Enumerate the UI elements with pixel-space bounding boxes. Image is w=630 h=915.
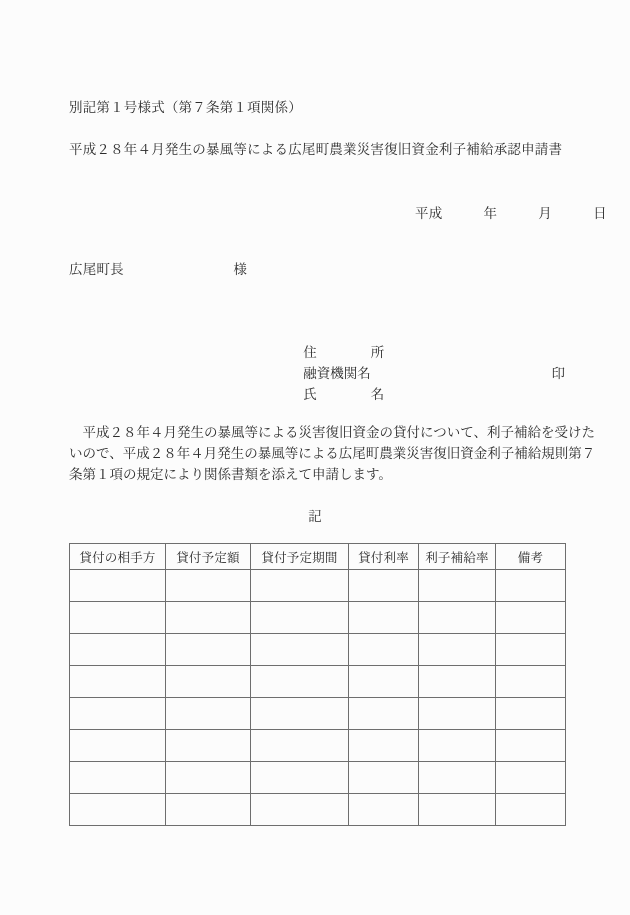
table-cell[interactable] — [496, 634, 566, 666]
table-header-cell: 貸付利率 — [349, 544, 419, 570]
applicant-name-label: 氏 名 — [303, 387, 385, 402]
table-cell[interactable] — [251, 698, 349, 730]
table-row — [70, 602, 566, 634]
table-cell[interactable] — [496, 666, 566, 698]
table-cell[interactable] — [166, 698, 251, 730]
table-cell[interactable] — [349, 602, 419, 634]
table-cell[interactable] — [496, 794, 566, 826]
loan-details-table — [69, 543, 566, 826]
table-cell[interactable] — [166, 794, 251, 826]
table-cell[interactable] — [349, 634, 419, 666]
table-cell[interactable] — [419, 666, 496, 698]
table-cell[interactable] — [419, 762, 496, 794]
table-cell[interactable] — [251, 634, 349, 666]
applicant-address-label: 住 所 — [303, 345, 385, 360]
table-row — [70, 698, 566, 730]
ki-heading: 記 — [308, 509, 322, 524]
table-cell[interactable] — [349, 698, 419, 730]
table-cell[interactable] — [166, 762, 251, 794]
table-cell[interactable] — [349, 794, 419, 826]
table-row — [70, 730, 566, 762]
table-cell[interactable] — [496, 570, 566, 602]
table-cell[interactable] — [251, 602, 349, 634]
table-cell[interactable] — [349, 666, 419, 698]
date-line: 平成 年 月 日 — [415, 206, 607, 221]
table-cell[interactable] — [251, 570, 349, 602]
table-row — [70, 666, 566, 698]
table-cell[interactable] — [496, 762, 566, 794]
table-cell[interactable] — [419, 794, 496, 826]
table-cell[interactable] — [70, 602, 166, 634]
table-cell[interactable] — [70, 666, 166, 698]
table-cell[interactable] — [496, 602, 566, 634]
document-title: 平成２８年４月発生の暴風等による広尾町農業災害復旧資金利子補給承認申請書 — [69, 142, 563, 157]
addressee-line: 広尾町長 様 — [69, 262, 248, 277]
table-cell[interactable] — [419, 634, 496, 666]
table-cell[interactable] — [251, 794, 349, 826]
applicant-institution-row — [283, 342, 565, 381]
table-row — [70, 762, 566, 794]
table-cell[interactable] — [419, 698, 496, 730]
table-cell[interactable] — [166, 602, 251, 634]
table-body — [70, 570, 566, 826]
table-cell[interactable] — [70, 762, 166, 794]
table-cell[interactable] — [419, 730, 496, 762]
form-number-label: 別記第１号様式（第７条第１項関係） — [69, 100, 302, 115]
body-paragraph — [69, 422, 596, 485]
table-cell[interactable] — [166, 634, 251, 666]
table-cell[interactable] — [166, 666, 251, 698]
table-header-cell: 貸付の相手方 — [70, 544, 166, 570]
table-cell[interactable] — [251, 730, 349, 762]
table-cell[interactable] — [419, 602, 496, 634]
table-header-cell: 貸付予定額 — [166, 544, 251, 570]
table-cell[interactable] — [70, 698, 166, 730]
table-row — [70, 570, 566, 602]
table-cell[interactable] — [349, 762, 419, 794]
table-header-cell: 備考 — [496, 544, 566, 570]
table-cell[interactable] — [251, 762, 349, 794]
table-row — [70, 634, 566, 666]
table-cell[interactable] — [70, 730, 166, 762]
body-line-3: 条第１項の規定により関係書類を添えて申請します。 — [69, 467, 392, 482]
table-cell[interactable] — [419, 570, 496, 602]
body-line-1: 平成２８年４月発生の暴風等による災害復旧資金の貸付について、利子補給を受けた — [69, 425, 595, 440]
table-cell[interactable] — [166, 570, 251, 602]
applicant-institution-label: 融資機関名 — [303, 366, 371, 381]
table-cell[interactable] — [349, 570, 419, 602]
table-header-cell: 貸付予定期間 — [251, 544, 349, 570]
table-cell[interactable] — [496, 730, 566, 762]
table-cell[interactable] — [70, 634, 166, 666]
table-cell[interactable] — [70, 570, 166, 602]
applicant-info-block — [283, 321, 565, 402]
body-line-2: いので、平成２８年４月発生の暴風等による広尾町農業災害復旧資金利子補給規則第７ — [69, 446, 596, 461]
table-cell[interactable] — [496, 698, 566, 730]
table-cell[interactable] — [349, 730, 419, 762]
table-cell[interactable] — [166, 730, 251, 762]
applicant-address-row — [283, 321, 565, 360]
table-header-cell: 利子補給率 — [419, 544, 496, 570]
table-row — [70, 794, 566, 826]
table-header-row — [70, 544, 566, 570]
applicant-name-row — [283, 363, 565, 402]
table-cell[interactable] — [251, 666, 349, 698]
table-cell[interactable] — [70, 794, 166, 826]
seal-mark-icon: 印 — [551, 366, 565, 381]
